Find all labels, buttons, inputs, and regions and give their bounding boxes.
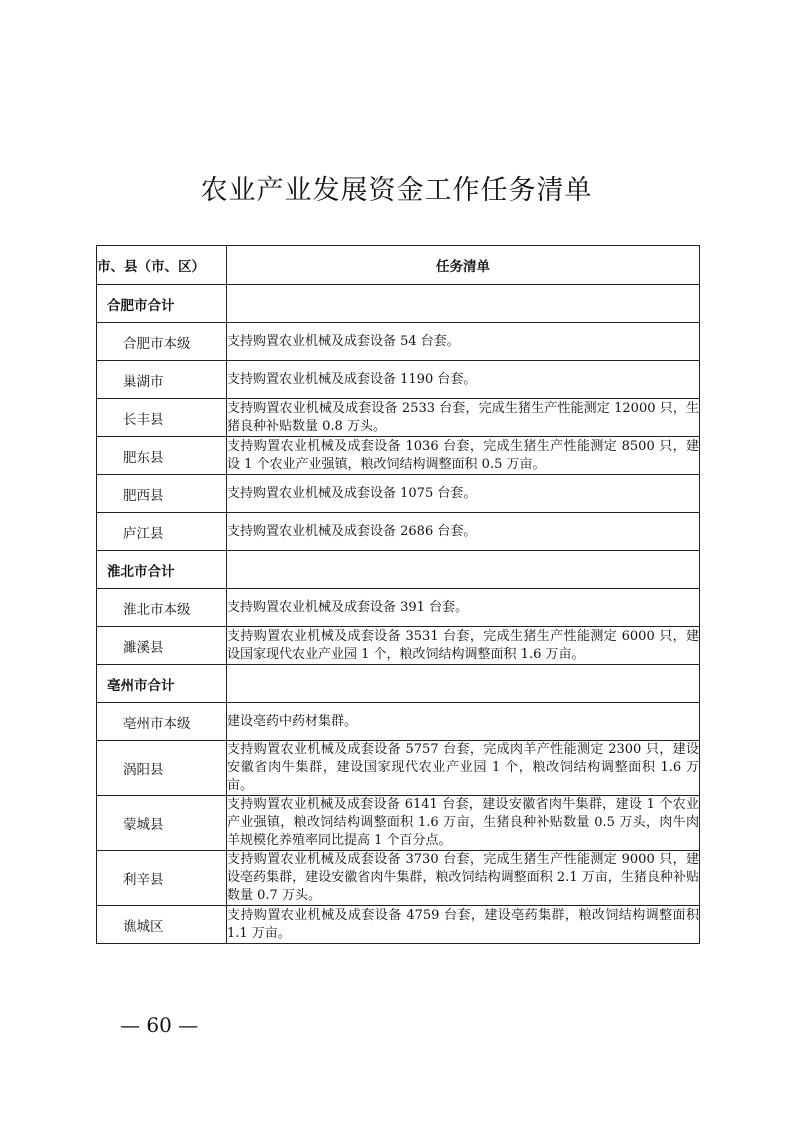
task-description: 支持购置农业机械及成套设备 1190 台套。: [227, 361, 700, 399]
region-name: 蒙城县: [97, 796, 227, 851]
region-name: 涡阳县: [97, 741, 227, 796]
group-row: [97, 285, 700, 323]
region-name: 长丰县: [97, 399, 227, 437]
table-row: [97, 437, 700, 475]
task-table: [96, 245, 700, 944]
group-row: [97, 665, 700, 703]
task-description: 支持购置农业机械及成套设备 6141 台套，建设安徽省肉牛集群，建设 1 个农业产业强镇，粮改饲结构调整面积 1.6 万亩，生猪良种补贴数量 0.5 万头，肉牛肉羊规模化养殖率同比提高 1 个百分点。: [227, 796, 700, 851]
task-description: 建设亳药中药材集群。: [227, 703, 700, 741]
group-task-cell: [227, 551, 700, 589]
task-description: 支持购置农业机械及成套设备 1075 台套。: [227, 475, 700, 513]
task-description: 支持购置农业机械及成套设备 391 台套。: [227, 589, 700, 627]
task-description: 支持购置农业机械及成套设备 4759 台套，建设亳药集群，粮改饲结构调整面积 1.1 万亩。: [227, 906, 700, 944]
task-description: 支持购置农业机械及成套设备 54 台套。: [227, 323, 700, 361]
region-name: 亳州市本级: [97, 703, 227, 741]
region-name: 肥西县: [97, 475, 227, 513]
task-description: 支持购置农业机械及成套设备 3730 台套，完成生猪生产性能测定 9000 只，建设亳药集群，建设安徽省肉牛集群，粮改饲结构调整面积 2.1 万亩，生猪良种补贴数量 0.7 万头。: [227, 851, 700, 906]
group-name: 合肥市合计: [97, 285, 227, 323]
table-body: [97, 285, 700, 944]
region-name: 濉溪县: [97, 627, 227, 665]
region-name: 合肥市本级: [97, 323, 227, 361]
table-row: [97, 851, 700, 906]
task-description: 支持购置农业机械及成套设备 2686 台套。: [227, 513, 700, 551]
header-task: 任务清单: [227, 246, 700, 285]
task-description: 支持购置农业机械及成套设备 5757 台套，完成肉羊产性能测定 2300 只，建设安徽省肉牛集群，建设国家现代农业产业园 1 个，粮改饲结构调整面积 1.6 万亩。: [227, 741, 700, 796]
table-row: [97, 475, 700, 513]
document-title: 农业产业发展资金工作任务清单: [200, 175, 593, 206]
table-row: [97, 741, 700, 796]
group-name: 淮北市合计: [97, 551, 227, 589]
region-name: 巢湖市: [97, 361, 227, 399]
table-row: [97, 361, 700, 399]
table-row: [97, 627, 700, 665]
region-name: 庐江县: [97, 513, 227, 551]
group-task-cell: [227, 665, 700, 703]
group-name: 亳州市合计: [97, 665, 227, 703]
task-description: 支持购置农业机械及成套设备 2533 台套，完成生猪生产性能测定 12000 只，生猪良种补贴数量 0.8 万头。: [227, 399, 700, 437]
group-row: [97, 551, 700, 589]
region-name: 利辛县: [97, 851, 227, 906]
header-region: 市、县（市、区）: [97, 246, 227, 285]
table-row: [97, 589, 700, 627]
task-description: 支持购置农业机械及成套设备 1036 台套，完成生猪生产性能测定 8500 只，建设 1 个农业产业强镇，粮改饲结构调整面积 0.5 万亩。: [227, 437, 700, 475]
table-row: [97, 703, 700, 741]
table-row: [97, 513, 700, 551]
table-row: [97, 323, 700, 361]
region-name: 谯城区: [97, 906, 227, 944]
page-number: — 60 —: [120, 1013, 199, 1037]
table-row: [97, 399, 700, 437]
region-name: 淮北市本级: [97, 589, 227, 627]
region-name: 肥东县: [97, 437, 227, 475]
group-task-cell: [227, 285, 700, 323]
table-row: [97, 796, 700, 851]
task-description: 支持购置农业机械及成套设备 3531 台套，完成生猪生产性能测定 6000 只，建设国家现代农业产业园 1 个，粮改饲结构调整面积 1.6 万亩。: [227, 627, 700, 665]
table-header-row: [97, 246, 700, 285]
table-row: [97, 906, 700, 944]
